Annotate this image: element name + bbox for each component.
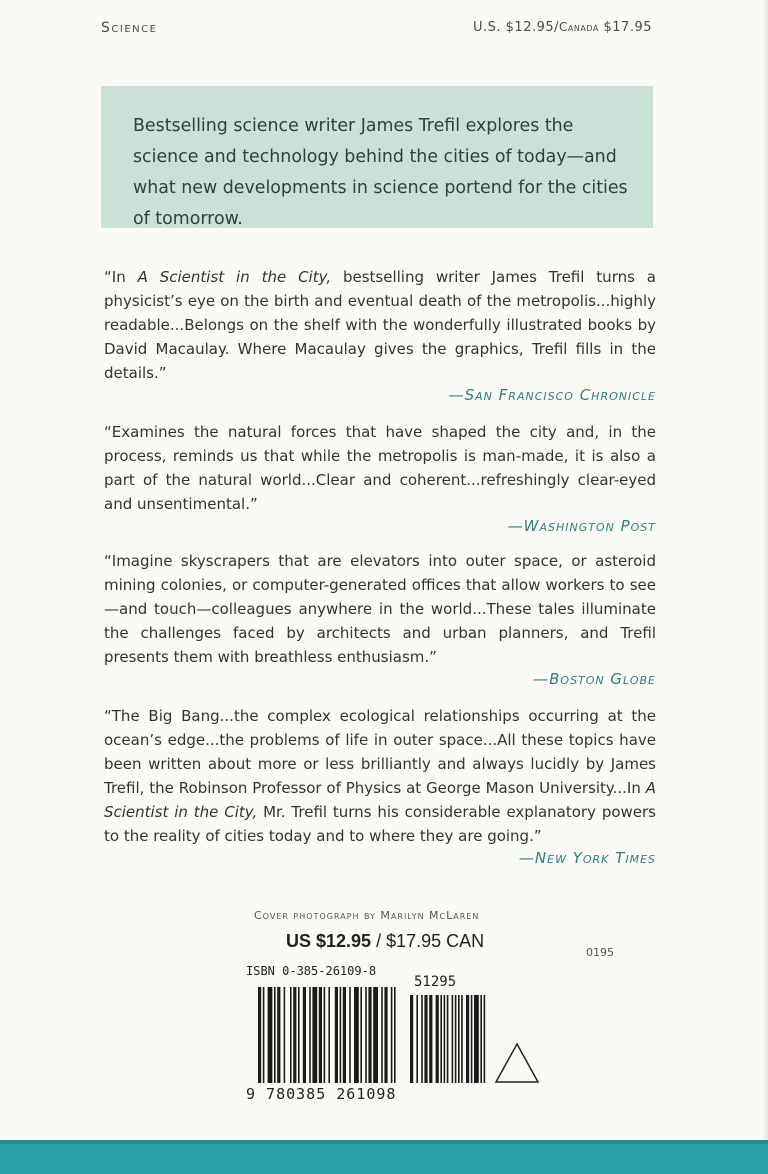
review-text-start: “The Big Bang...the complex ecological relationships occurring at the ocean’s edge...the problems of life in outer space...All these topics have been written about more or less brilliantly and always lucidly by James Trefil, the Robinson Professor of Physics at George Mason University...In <box>104 707 656 797</box>
summary-text: Bestselling science writer James Trefil explores the science and technology behind the cities of today—and what new developments in science portend for the cities of tomorrow. <box>133 116 628 229</box>
review-boston-globe <box>104 549 656 689</box>
summary-box <box>101 86 653 228</box>
book-title-italic: A Scientist in the City, <box>137 268 332 286</box>
print-code: 0195 <box>586 946 614 959</box>
review-source: —New York Times <box>518 849 656 867</box>
price-us: U.S. $12.95 <box>473 20 555 35</box>
teal-spine-band <box>0 1140 768 1174</box>
review-text-end: Mr. Trefil turns his considerable explanatory powers to the reality of cities today and to where they are going.” <box>104 803 656 845</box>
price-can: / $17.95 CAN <box>371 931 485 951</box>
review-text-start: “In <box>104 268 138 286</box>
addon-number: 51295 <box>414 974 457 990</box>
photo-credit: Cover photograph by Marilyn McLaren <box>254 909 480 922</box>
barcode-number: 9 780385 261098 <box>246 1085 397 1103</box>
publisher-triangle-icon <box>492 1040 542 1086</box>
price-canada: $17.95 <box>603 20 652 35</box>
review-new-york-times <box>104 704 656 868</box>
review-source: —Washington Post <box>507 517 656 535</box>
book-title-italic: A Scientist in the City, <box>104 779 656 821</box>
review-text-end: bestselling writer James Trefil turns a physicist’s eye on the birth and eventual death of the metropolis...highly readable...Belongs on the shelf with the wonderfully illustrated books by David Macaulay. Where Macaulay gives the graphics, Trefil fills in the details.” <box>104 268 656 382</box>
price-canada-label: Canada <box>559 20 599 34</box>
price-separator: / <box>554 20 560 35</box>
review-text <box>104 704 656 848</box>
review-san-francisco-chronicle <box>104 265 656 405</box>
cover-price <box>473 20 652 35</box>
review-text: “Examines the natural forces that have shaped the city and, in the process, reminds us that while the metropolis is man-made, it is also a part of the natural world...Clear and coherent...refreshingly clear-eyed and unsentimental.” <box>104 423 656 513</box>
review-washington-post <box>104 420 656 536</box>
price-line <box>286 931 484 952</box>
review-source: —Boston Globe <box>533 670 656 688</box>
review-text <box>104 265 656 385</box>
edge-shadow <box>762 0 768 1140</box>
band-stripe <box>0 1140 768 1144</box>
review-text: “Imagine skyscrapers that are elevators into outer space, or asteroid mining colonies, or computer-generated offices that allow workers to see—and touch—colleagues anywhere in the world...These tales illuminate the challenges faced by architects and urban planners, and Trefil presents them with breathless enthusiasm.” <box>104 552 656 666</box>
price-us-bold: US $12.95 <box>286 931 372 951</box>
isbn-label: ISBN 0-385-26109-8 <box>246 964 377 978</box>
review-source: —San Francisco Chronicle <box>448 386 656 404</box>
category-label: Science <box>101 20 158 36</box>
